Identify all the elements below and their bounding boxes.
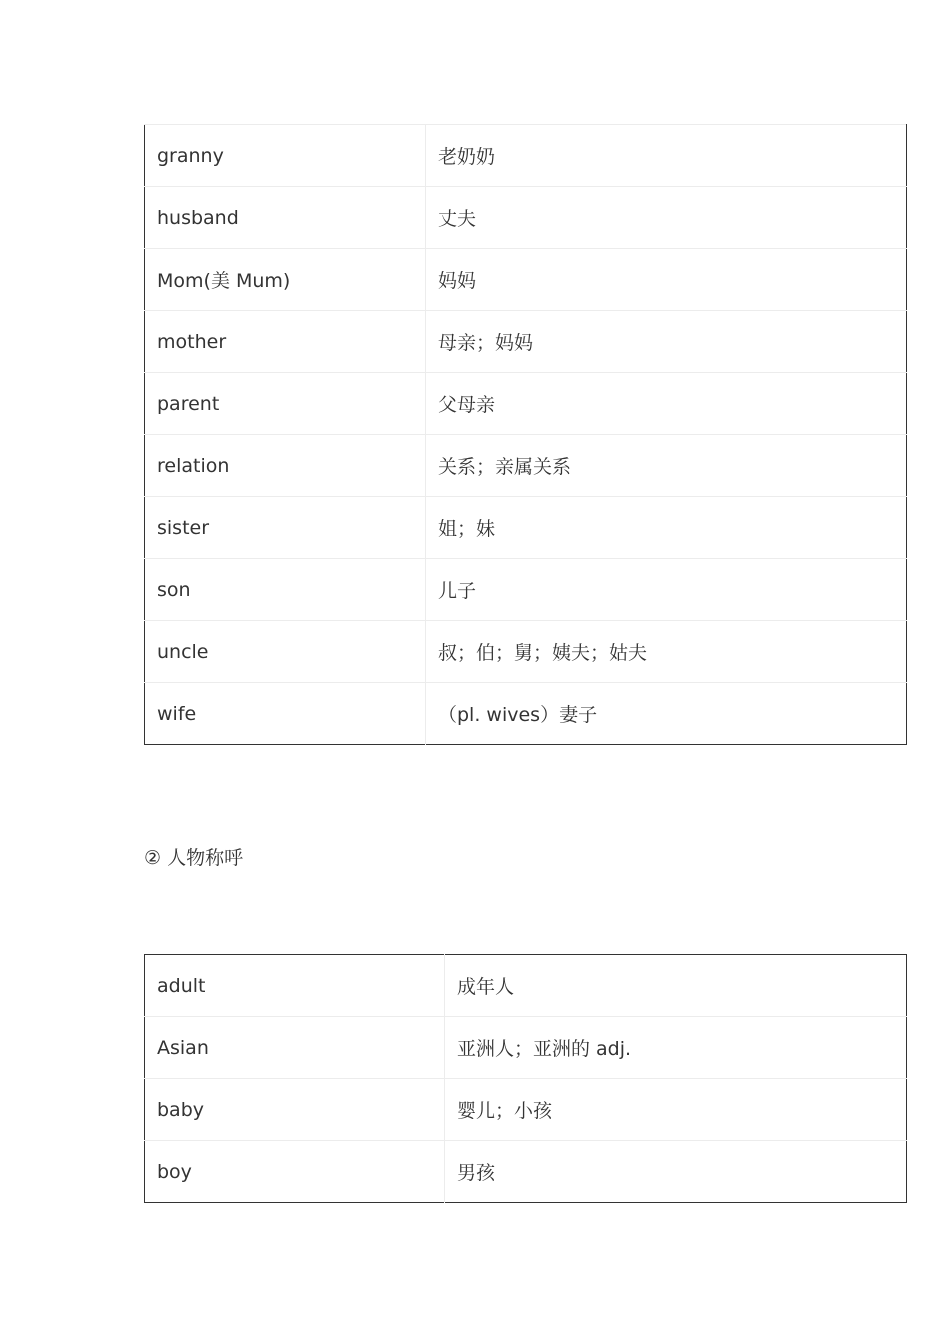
word-cell: Mom(美 Mum): [145, 249, 426, 311]
meaning-cell: 关系；亲属关系: [426, 435, 907, 497]
word-cell: wife: [145, 683, 426, 745]
word-cell: baby: [145, 1079, 445, 1141]
table-row: [145, 955, 907, 1017]
word-cell: Asian: [145, 1017, 445, 1079]
table-row: [145, 311, 907, 373]
table-row: [145, 497, 907, 559]
meaning-cell: 亚洲人；亚洲的 adj.: [445, 1017, 907, 1079]
table-row: [145, 1017, 907, 1079]
word-cell: boy: [145, 1141, 445, 1203]
meaning-cell: 叔；伯；舅；姨夫；姑夫: [426, 621, 907, 683]
word-cell: sister: [145, 497, 426, 559]
table-row: [145, 373, 907, 435]
word-cell: son: [145, 559, 426, 621]
meaning-cell: 成年人: [445, 955, 907, 1017]
word-cell: husband: [145, 187, 426, 249]
table-row: [145, 125, 907, 187]
meaning-cell: 儿子: [426, 559, 907, 621]
table-row: [145, 559, 907, 621]
meaning-cell: 妈妈: [426, 249, 907, 311]
meaning-cell: 姐；妹: [426, 497, 907, 559]
meaning-cell: （pl. wives）妻子: [438, 704, 598, 726]
meaning-cell: 婴儿；小孩: [445, 1079, 907, 1141]
meaning-cell: 男孩: [457, 1162, 496, 1184]
table-row: [145, 249, 907, 311]
family-vocab-table: [144, 124, 907, 745]
meaning-cell: 父母亲: [426, 373, 907, 435]
section-heading: ② 人物称呼: [144, 847, 244, 869]
word-cell: relation: [145, 435, 426, 497]
meaning-cell: 丈夫: [426, 187, 907, 249]
table-row: [145, 187, 907, 249]
people-vocab-table: [144, 954, 907, 1203]
word-cell: mother: [145, 311, 426, 373]
table-row: [145, 1141, 907, 1203]
word-cell: uncle: [145, 621, 426, 683]
table-row: [145, 435, 907, 497]
word-cell: granny: [145, 125, 426, 187]
meaning-cell: 老奶奶: [426, 125, 907, 187]
meaning-cell: 母亲；妈妈: [426, 311, 907, 373]
table-row: [145, 621, 907, 683]
word-cell: adult: [145, 955, 445, 1017]
word-cell: parent: [145, 373, 426, 435]
table-row: [145, 1079, 907, 1141]
table-row: [145, 683, 907, 745]
